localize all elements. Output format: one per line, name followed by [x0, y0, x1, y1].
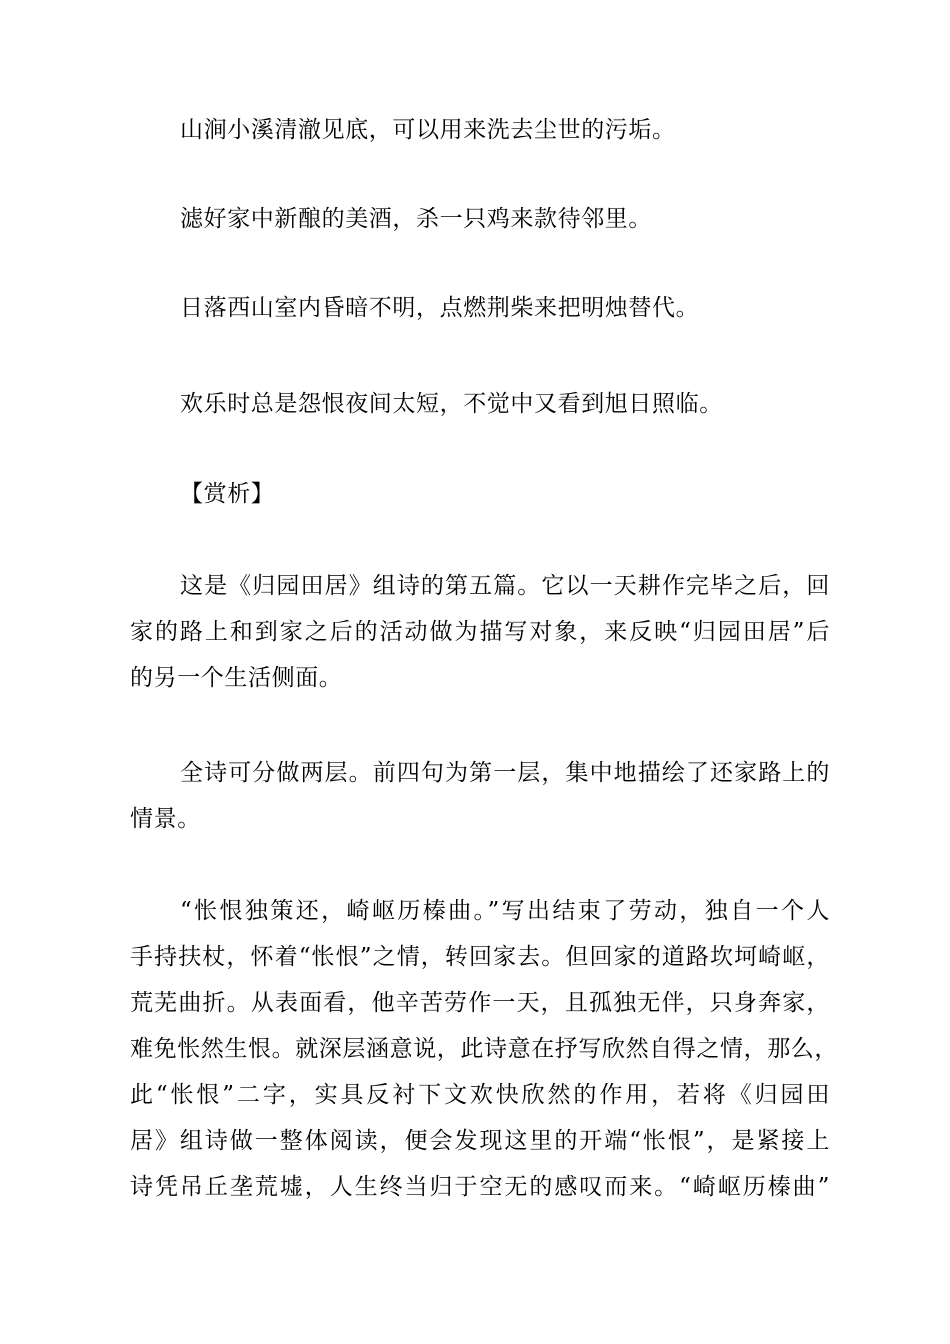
text-line: 难免怅然生恨。就深层涵意说，此诗意在抒写欣然自得之情，那么， — [130, 1036, 838, 1062]
text-line: 全诗可分做两层。前四句为第一层，集中地描绘了还家路上的 — [180, 760, 830, 786]
text-line: 诗凭吊丘垄荒墟，人生终当归于空无的感叹而来。“崎岖历榛曲” — [130, 1174, 830, 1200]
paragraph-3 — [130, 888, 838, 1210]
text-line: “怅恨独策还，崎岖历榛曲。”写出结束了劳动，独自一个人 — [180, 898, 830, 924]
text-line: 的另一个生活侧面。 — [130, 665, 343, 691]
text-line: 荒芜曲折。从表面看，他辛苦劳作一天，且孤独无伴，只身奔家， — [130, 990, 830, 1016]
text-line: 这是《归园田居》组诗的第五篇。它以一天耕作完毕之后，回 — [180, 573, 830, 599]
heading-text: 【赏析】 — [180, 481, 275, 507]
translation-line-4 — [130, 381, 830, 427]
text-line: 山涧小溪清澈见底，可以用来洗去尘世的污垢。 — [180, 117, 676, 143]
text-line: 手持扶杖，怀着“怅恨”之情，转回家去。但回家的道路坎坷崎岖， — [130, 944, 830, 970]
paragraph-2 — [130, 750, 830, 842]
text-line: 居》组诗做一整体阅读，便会发现这里的开端“怅恨”，是紧接上 — [130, 1128, 830, 1154]
text-line: 滤好家中新酿的美酒，杀一只鸡来款待邻里。 — [180, 206, 652, 232]
translation-line-2 — [130, 196, 830, 242]
text-line: 欢乐时总是怨恨夜间太短，不觉中又看到旭日照临。 — [180, 391, 723, 417]
section-heading — [130, 471, 830, 517]
paragraph-1 — [130, 563, 830, 701]
text-line: 日落西山室内昏暗不明，点燃荆柴来把明烛替代。 — [180, 295, 700, 321]
text-line: 家的路上和到家之后的活动做为描写对象，来反映“归园田居”后 — [130, 619, 830, 645]
text-line: 此“怅恨”二字，实具反衬下文欢快欣然的作用，若将《归园田 — [130, 1082, 830, 1108]
translation-line-1 — [130, 107, 830, 153]
translation-line-3 — [130, 285, 830, 331]
text-line: 情景。 — [130, 806, 201, 832]
